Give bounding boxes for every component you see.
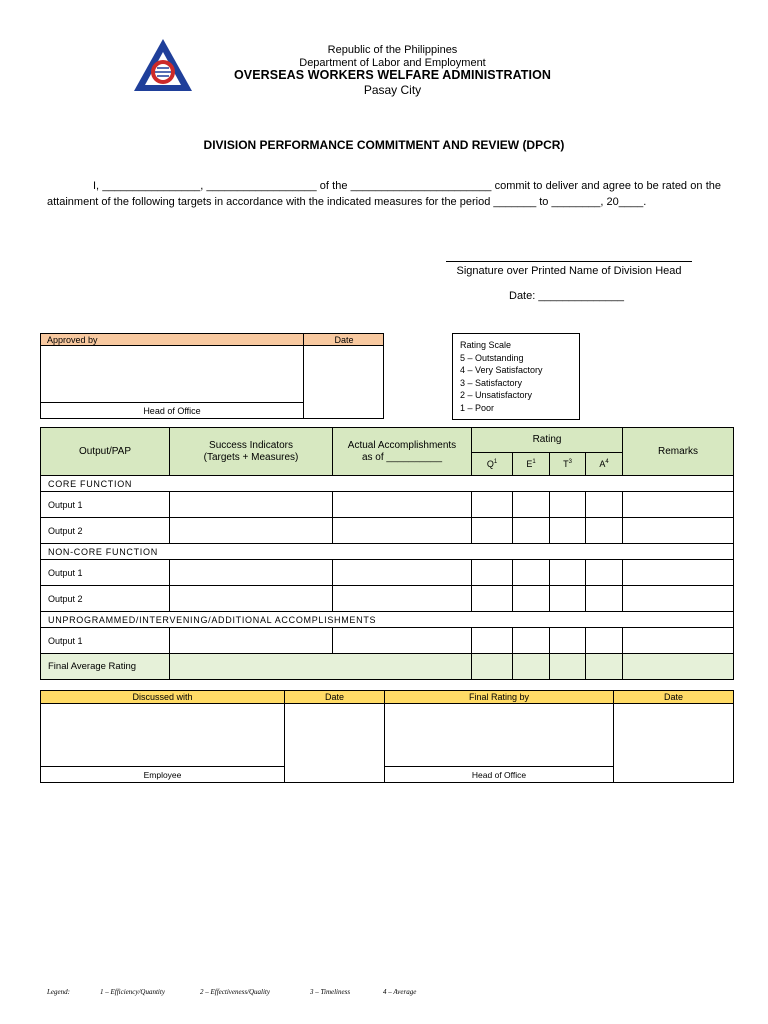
signoff-table — [40, 690, 734, 783]
cell-q[interactable] — [472, 586, 513, 612]
row-label: Output 1 — [41, 628, 170, 654]
table-row — [41, 492, 734, 518]
rating-scale-box — [452, 333, 580, 420]
col-actual-line2: as of __________ — [361, 451, 443, 463]
rating-scale-item: 1 – Poor — [460, 402, 495, 413]
row-label: Output 2 — [41, 518, 170, 544]
cell-e[interactable] — [513, 628, 550, 654]
head-signature-area[interactable] — [385, 704, 614, 767]
cell-t[interactable] — [550, 560, 586, 586]
rating-t-label: T — [563, 459, 569, 469]
rating-a-label: A — [599, 459, 606, 469]
final-a[interactable] — [586, 654, 623, 680]
col-rating-q — [472, 453, 513, 476]
cell-actual[interactable] — [333, 628, 472, 654]
cell-a[interactable] — [586, 560, 623, 586]
cell-success[interactable] — [170, 628, 333, 654]
employee-caption: Employee — [41, 767, 285, 783]
cell-q[interactable] — [472, 518, 513, 544]
cell-actual[interactable] — [333, 586, 472, 612]
final-t[interactable] — [550, 654, 586, 680]
document-title: DIVISION PERFORMANCE COMMITMENT AND REVIEW (DPCR) — [203, 138, 565, 152]
final-remarks[interactable] — [623, 654, 734, 680]
final-e[interactable] — [513, 654, 550, 680]
signature-date: Date: ______________ — [509, 290, 624, 302]
col-success-indicators — [170, 428, 333, 476]
owwa-logo — [133, 38, 193, 92]
final-average-row — [41, 654, 734, 680]
legend-item: 3 – Timeliness — [310, 988, 351, 996]
cell-success[interactable] — [170, 518, 333, 544]
col-output-pap: Output/PAP — [41, 428, 170, 476]
cell-e[interactable] — [513, 492, 550, 518]
cell-q[interactable] — [472, 560, 513, 586]
rating-e-sup: 1 — [532, 459, 536, 465]
cell-t[interactable] — [550, 518, 586, 544]
cell-q[interactable] — [472, 628, 513, 654]
employee-signature-area[interactable] — [41, 704, 285, 767]
header-agency: OVERSEAS WORKERS WELFARE ADMINISTRATION — [233, 68, 552, 82]
rating-q-label: Q — [486, 459, 494, 469]
discussed-with-label: Discussed with — [41, 691, 285, 704]
rating-scale-item: 3 – Satisfactory — [460, 377, 523, 388]
col-remarks: Remarks — [623, 428, 734, 476]
col-success-line2: (Targets + Measures) — [203, 451, 299, 463]
approved-divider — [303, 334, 304, 418]
final-merged-cell — [170, 654, 472, 680]
legend-item: 4 – Average — [383, 988, 417, 996]
cell-remarks[interactable] — [623, 628, 734, 654]
rating-e-label: E — [526, 459, 533, 469]
cell-success[interactable] — [170, 492, 333, 518]
section-unprogrammed: UNPROGRAMMED/INTERVENING/ADDITIONAL ACCOMPLISHMENTS — [41, 612, 734, 628]
approved-head-of-office: Head of Office — [41, 402, 303, 419]
row-label: Output 1 — [41, 492, 170, 518]
cell-q[interactable] — [472, 492, 513, 518]
commitment-statement — [47, 179, 721, 210]
cell-actual[interactable] — [333, 518, 472, 544]
cell-a[interactable] — [586, 492, 623, 518]
rating-scale-title: Rating Scale — [460, 340, 512, 350]
final-q[interactable] — [472, 654, 513, 680]
row-label: Output 2 — [41, 586, 170, 612]
section-non-core-function: NON-CORE FUNCTION — [41, 544, 734, 560]
discussed-date-label: Date — [285, 691, 385, 704]
cell-remarks[interactable] — [623, 560, 734, 586]
row-label: Output 1 — [41, 560, 170, 586]
col-rating-t — [550, 453, 586, 476]
col-rating-a — [586, 453, 623, 476]
performance-table — [40, 427, 734, 680]
commitment-text: I, ________________, __________________ of the _______________________ commit to deliver and agree to be rated on the attainment of the following targets in accordance with the indicated measures for the period _______ to ________, 20____. — [47, 180, 721, 208]
header-republic: Republic of the Philippines — [327, 44, 458, 56]
final-rating-date-area[interactable] — [614, 704, 734, 783]
cell-e[interactable] — [513, 586, 550, 612]
rating-scale-item: 2 – Unsatisfactory — [460, 390, 533, 400]
cell-a[interactable] — [586, 628, 623, 654]
cell-actual[interactable] — [333, 492, 472, 518]
col-actual-accomplishments — [333, 428, 472, 476]
cell-a[interactable] — [586, 586, 623, 612]
cell-t[interactable] — [550, 492, 586, 518]
header-city: Pasay City — [363, 83, 422, 97]
final-rating-by-label: Final Rating by — [385, 691, 614, 704]
cell-remarks[interactable] — [623, 518, 734, 544]
section-core-function: CORE FUNCTION — [41, 476, 734, 492]
approved-date-label: Date — [334, 335, 354, 345]
approved-by-label: Approved by — [47, 335, 98, 345]
cell-remarks[interactable] — [623, 586, 734, 612]
legend-item: 2 – Effectiveness/Quality — [200, 988, 270, 996]
final-average-label: Final Average Rating — [41, 654, 170, 680]
table-row — [41, 628, 734, 654]
cell-t[interactable] — [550, 628, 586, 654]
table-row — [41, 518, 734, 544]
rating-scale-item: 4 – Very Satisfactory — [460, 365, 543, 375]
rating-a-sup: 4 — [605, 459, 609, 465]
col-success-line1: Success Indicators — [209, 439, 293, 451]
table-row — [41, 560, 734, 586]
cell-t[interactable] — [550, 586, 586, 612]
col-rating-e — [513, 453, 550, 476]
cell-actual[interactable] — [333, 560, 472, 586]
rating-q-sup: 1 — [493, 459, 498, 465]
cell-success[interactable] — [170, 560, 333, 586]
signature-caption: Signature over Printed Name of Division Head — [456, 265, 682, 277]
rating-t-sup: 3 — [568, 459, 572, 465]
legend-label: Legend: — [47, 988, 70, 996]
cell-a[interactable] — [586, 518, 623, 544]
final-rating-date-label: Date — [614, 691, 734, 704]
col-actual-line1: Actual Accomplishments — [347, 439, 457, 451]
cell-remarks[interactable] — [623, 492, 734, 518]
signature-line — [446, 261, 692, 262]
table-row — [41, 586, 734, 612]
header-department: Department of Labor and Employment — [299, 57, 486, 69]
rating-scale-item: 5 – Outstanding — [460, 352, 524, 363]
cell-e[interactable] — [513, 518, 550, 544]
legend-item: 1 – Efficiency/Quantity — [100, 988, 165, 996]
col-rating: Rating — [472, 428, 623, 453]
approved-box — [40, 333, 384, 419]
cell-e[interactable] — [513, 560, 550, 586]
discussed-date-area[interactable] — [285, 704, 385, 783]
cell-success[interactable] — [170, 586, 333, 612]
head-of-office-caption: Head of Office — [385, 767, 614, 783]
